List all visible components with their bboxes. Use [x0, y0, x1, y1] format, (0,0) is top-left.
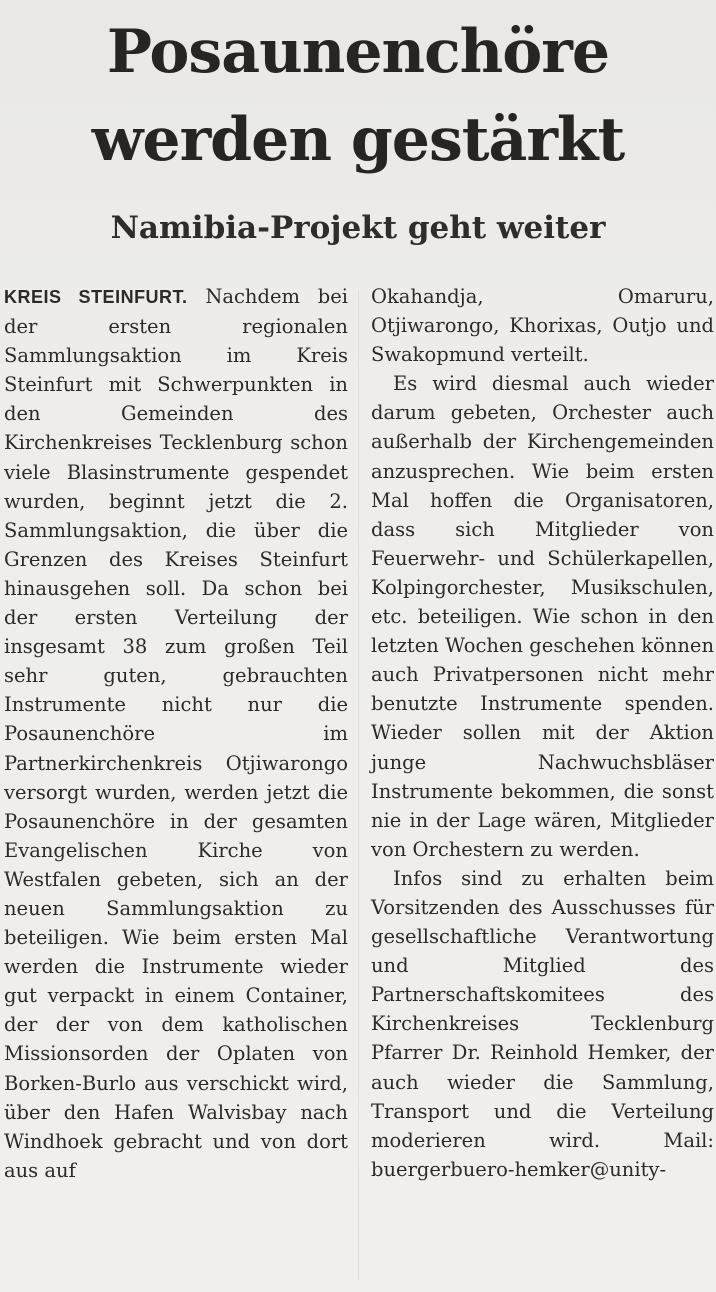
paragraph-text: Nachdem bei der ersten regionalen Sammlungsaktion im Kreis Steinfurt mit Schwerpunkten in den Gemeinden des Kirchenkreises Tecklenburg schon viele Blasinstrumente gespendet wurden, beginnt jetzt die 2. Sammlungsaktion, die über die Grenzen des Kreises Steinfurt hinausgehen soll. Da schon bei der ersten Verteilung der insgesamt 38 zum großen Teil sehr guten, gebrauchten Instrumente nicht nur die Posaunenchöre im Partnerkirchenkreis Otjiwarongo versorgt wurden, werden jetzt die Posaunenchöre in der gesamten Evangelischen Kirche von Westfalen gebeten, sich an der neuen Sammlungsaktion zu beteiligen. Wie beim ersten Mal werden die Instrumente wieder gut verpackt in einem Container, der der von dem katholischen Missionsorden der Oplaten von Borken-Burlo aus verschickt wird, über den Hafen Walvisbay nach Windhoek gebracht und von dort aus auf: [4, 285, 348, 1182]
article-column-right: [371, 282, 714, 1184]
dateline: KREIS STEINFURT.: [4, 287, 188, 307]
column-divider: [358, 290, 359, 1280]
article-paragraph: Okahandja, Omaruru, Otjiwarongo, Khorixas, Outjo und Swakopmund verteilt.: [371, 285, 714, 367]
article-paragraph: Es wird diesmal auch wieder darum gebeten, Orchester auch außerhalb der Kirchengemeinden anzusprechen. Wie beim ersten Mal hoffen die Organisatoren, dass sich Mitglieder von Feuerwehr- und Schülerkapellen, Kolpingorchester, Musikschulen, etc. beteiligen. Wie schon in den letzten Wochen geschehen können auch Privatpersonen nicht mehr benutzte Instrumente spenden. Wieder sollen mit der Aktion junge Nachwuchsbläser Instrumente bekommen, die sonst nie in der Lage wären, Mitglieder von Orchestern zu werden.: [371, 372, 714, 861]
article-paragraph: [4, 282, 348, 1185]
headline-line-2: werden gestärkt: [91, 105, 625, 175]
article-paragraph: Infos sind zu erhalten beim Vorsitzenden des Ausschusses für gesellschaftliche Verantwortung und Mitglied des Partnerschaftskomitees des Kirchenkreises Tecklenburg Pfarrer Dr. Reinhold Hemker, der auch wieder die Sammlung, Transport und die Verteilung moderieren wird. Mail: buergerbuero-hemker@unity-: [371, 866, 714, 1181]
article-column-left: [4, 282, 348, 1185]
headline-line-1: Posaunenchöre: [106, 17, 610, 87]
subheadline: Namibia-Projekt geht weiter: [110, 210, 606, 246]
